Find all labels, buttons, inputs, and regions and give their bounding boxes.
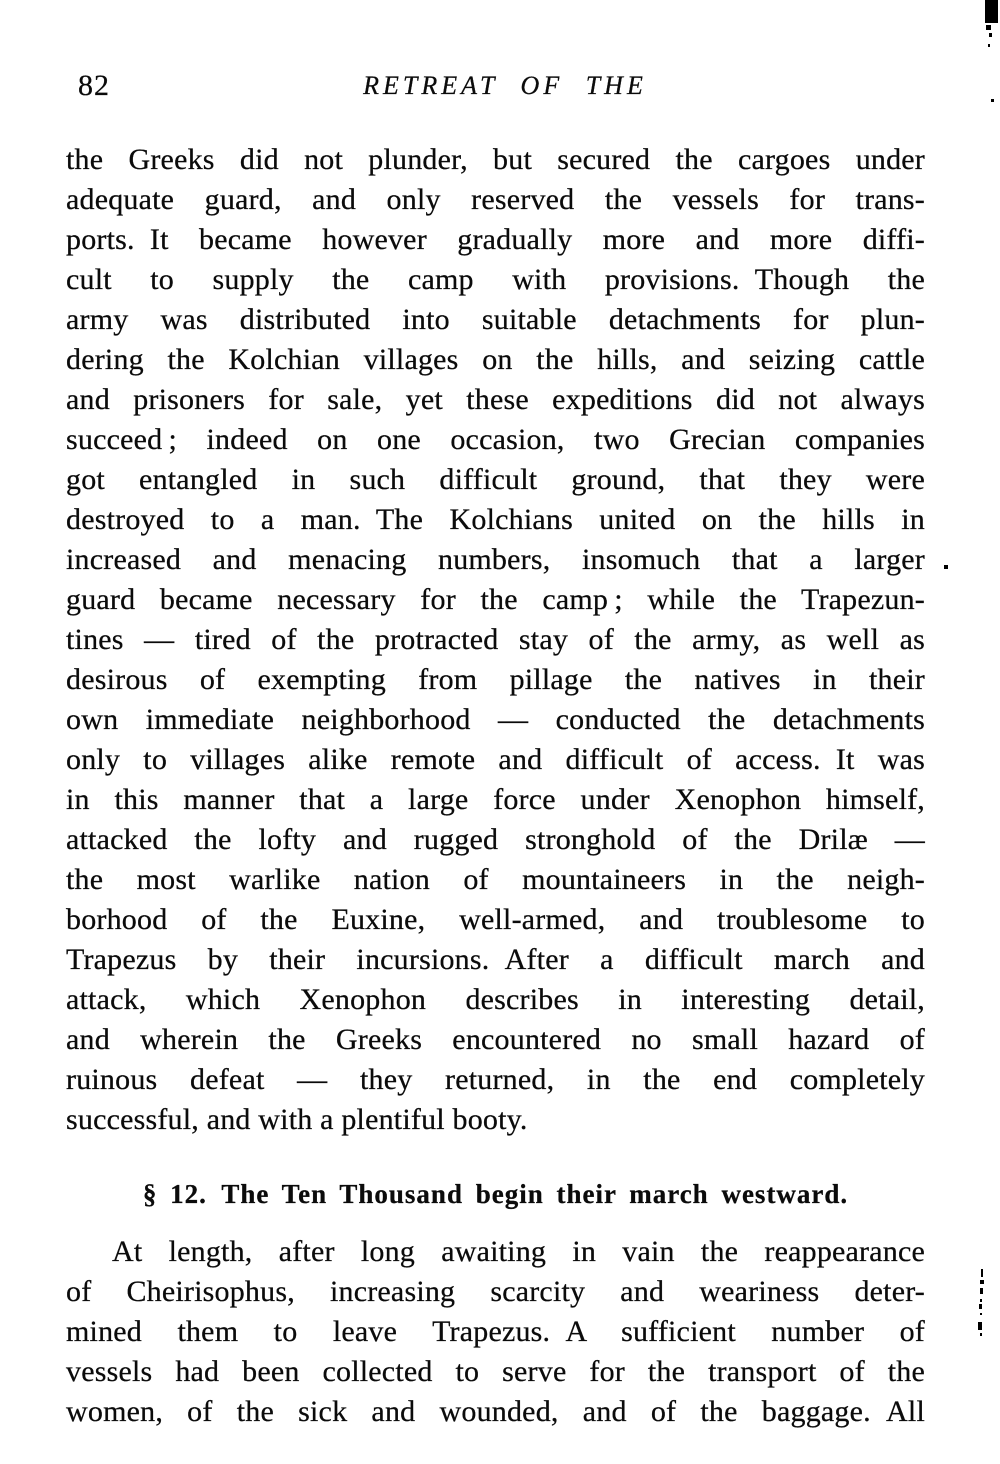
text-line: increased and menacing numbers, insomuch that a larger [66, 543, 925, 576]
scan-artifact [980, 1313, 982, 1315]
text-line: succeed ; indeed on one occasion, two Grecian companies [66, 423, 925, 456]
paragraph-march-westward [66, 1232, 925, 1432]
text-line: ruinous defeat — they returned, in the end completely [66, 1063, 925, 1096]
scan-artifact [979, 1304, 982, 1309]
text-line: dering the Kolchian villages on the hills, and seizing cattle [66, 343, 925, 376]
text-line: Trapezus by their incursions. After a difficult march and [66, 943, 925, 976]
text-line: destroyed to a man. The Kolchians united on the hills in [66, 503, 925, 536]
text-line: got entangled in such difficult ground, that they were [66, 463, 925, 496]
scan-artifact [988, 44, 990, 47]
text-line: of Cheirisophus, increasing scarcity and weariness deter- [66, 1275, 925, 1308]
scan-artifact [981, 1269, 983, 1277]
scan-artifact [989, 33, 992, 37]
text-line: guard became necessary for the camp ; while the Trapezun- [66, 583, 925, 616]
text-line: attack, which Xenophon describes in interesting detail, [66, 983, 925, 1016]
text-line: cult to supply the camp with provisions. Though the [66, 263, 925, 296]
text-line: attacked the lofty and rugged stronghold of the Drilæ — [66, 823, 925, 856]
text-line: in this manner that a large force under Xenophon himself, [66, 783, 925, 816]
text-line: desirous of exempting from pillage the natives in their [66, 663, 925, 696]
text-line: the Greeks did not plunder, but secured the cargoes under [66, 143, 925, 176]
text-line: and wherein the Greeks encountered no small hazard of [66, 1023, 925, 1056]
scan-artifact [980, 1288, 983, 1294]
text-line: only to villages alike remote and difficult of access. It was [66, 743, 925, 776]
scan-artifact [985, 0, 998, 23]
paragraph-continued-from-previous-page [66, 140, 925, 1140]
scan-artifact [944, 565, 948, 569]
text-line: and prisoners for sale, yet these expeditions did not always [66, 383, 925, 416]
section-heading: § 12. The Ten Thousand begin their march westward. [142, 1179, 849, 1209]
scan-artifact [980, 1280, 984, 1284]
text-line: successful, and with a plentiful booty. [66, 1103, 528, 1136]
running-header [66, 70, 944, 104]
text-line: army was distributed into suitable detachments for plun- [66, 303, 925, 336]
scan-artifact [980, 1333, 982, 1336]
text-line: vessels had been collected to serve for the transport of the [66, 1355, 925, 1388]
scan-artifact [986, 25, 991, 30]
text-line: mined them to leave Trapezus. A sufficient number of [66, 1315, 925, 1348]
text-line: At length, after long awaiting in vain the reappearance [112, 1235, 925, 1268]
text-line: adequate guard, and only reserved the vessels for trans- [66, 183, 925, 216]
text-line: borhood of the Euxine, well-armed, and troublesome to [66, 903, 925, 936]
scan-artifact [991, 99, 994, 102]
text-line: women, of the sick and wounded, and of the baggage. All [66, 1395, 925, 1428]
page-text-block [66, 140, 925, 1432]
text-line: tines — tired of the protracted stay of the army, as well as [66, 623, 925, 656]
scan-artifact [980, 1299, 982, 1302]
running-head-title: RETREAT OF THE [363, 71, 647, 100]
text-line: ports. It became however gradually more and more diffi- [66, 223, 925, 256]
text-line: own immediate neighborhood — conducted the detachments [66, 703, 925, 736]
scan-artifact [978, 1322, 982, 1330]
text-line: the most warlike nation of mountaineers in the neigh- [66, 863, 925, 896]
page-number: 82 [78, 69, 110, 102]
